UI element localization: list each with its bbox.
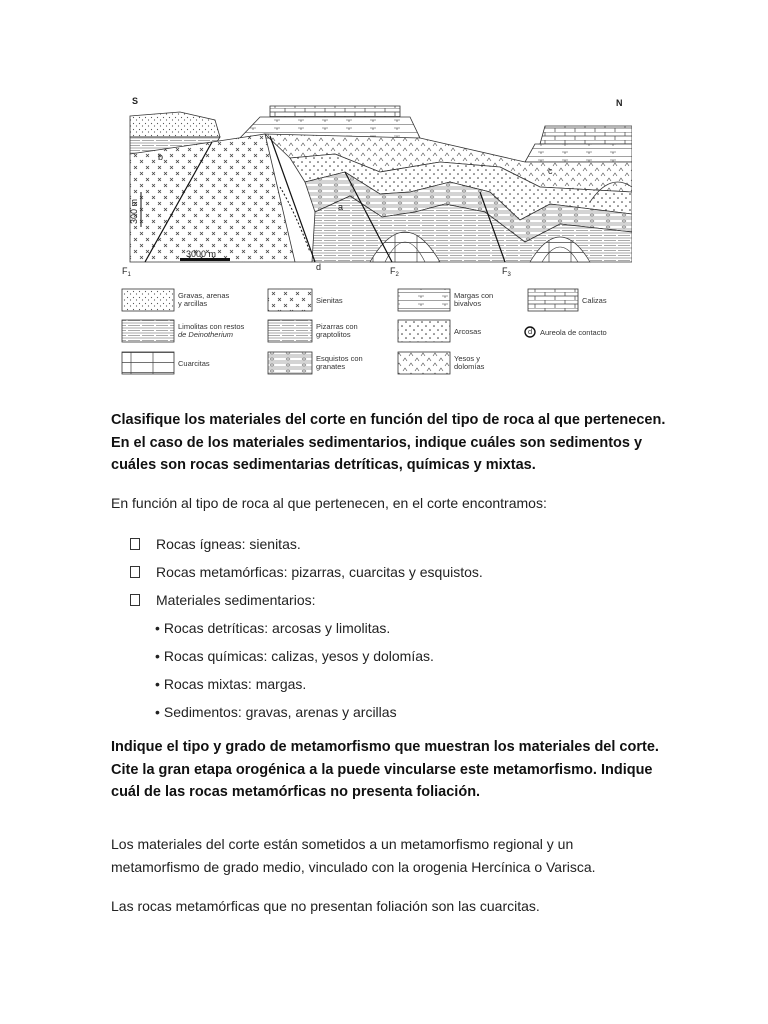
answer-1-list [130, 530, 650, 726]
checkbox-bullet-icon [130, 538, 140, 550]
legend-swatch-slate [268, 320, 312, 342]
legend-swatch-limestone [528, 289, 578, 311]
legend-schist-l2: granates [316, 362, 346, 371]
question-1-line-3: cuáles son rocas sedimentarias detríticas, químicas y mixtas. [111, 457, 536, 473]
answer-1-intro: En función al tipo de roca al que pertenecen, en el corte encontramos: [111, 495, 547, 511]
legend-quartzite: Cuarcitas [178, 359, 210, 368]
checkbox-bullet-icon [130, 566, 140, 578]
legend-swatch-gypsum [398, 352, 450, 374]
list-item: Rocas metamórficas: pizarras, cuarcitas y esquistos. [130, 558, 650, 586]
horizontal-scale-label: 3000 m [186, 249, 217, 259]
legend-syenite: Sienitas [316, 296, 343, 305]
question-2-line-3: cuál de las rocas metamórficas no presenta foliación. [111, 784, 481, 800]
bullet-icon: • [155, 676, 160, 692]
bullet-icon: • [155, 648, 160, 664]
legend-swatch-gravel [122, 289, 174, 311]
legend-swatch-schist [268, 352, 312, 374]
list-item: Rocas ígneas: sienitas. [130, 530, 650, 558]
legend-schist-l1: Esquistos con [316, 354, 363, 363]
compass-north-label: N [616, 98, 623, 108]
list-subitem: • Rocas mixtas: margas. [155, 676, 307, 692]
svg-text:d: d [528, 327, 533, 336]
legend-aureole: Aureola de contacto [540, 328, 607, 337]
fault-f2-label: $F_2$ [390, 266, 399, 278]
legend-gravel-l2: y arcillas [178, 299, 208, 308]
legend-gypsum-l2: dolomías [454, 362, 485, 371]
legend-slate-l2: graptolitos [316, 330, 351, 339]
legend-marl-l2: bivalvos [454, 299, 482, 308]
label-c: c [548, 166, 553, 176]
question-2 [111, 736, 671, 804]
list-subitem: • Sedimentos: gravas, arenas y arcillas [155, 704, 397, 720]
list-subitem: • Rocas detríticas: arcosas y limolitas. [155, 620, 391, 636]
list-item: Materiales sedimentarios: [130, 586, 650, 614]
answer-2-foliation: Las rocas metamórficas que no presentan foliación son las cuarcitas. [111, 898, 540, 914]
legend-slate-l1: Pizarras con [316, 322, 358, 331]
question-1 [111, 409, 671, 477]
legend-swatch-limolite [122, 320, 174, 342]
legend-swatch-quartzite [122, 352, 174, 374]
label-d: d [316, 262, 322, 272]
list-subitem: • Rocas químicas: calizas, yesos y dolomías. [155, 648, 434, 664]
legend-limestone: Calizas [582, 296, 607, 305]
legend-gravel-l1: Gravas, arenas [178, 291, 230, 300]
checkbox-bullet-icon [130, 594, 140, 606]
legend-swatch-marl [398, 289, 450, 311]
vertical-scale-label: 300 m [129, 198, 139, 224]
fault-f3-label: $F_3$ [502, 266, 511, 278]
legend-limolite-l1: Limolitas con restos [178, 322, 245, 331]
bullet-icon: • [155, 620, 160, 636]
legend-arkose: Arcosas [454, 327, 482, 336]
bullet-icon: • [155, 704, 160, 720]
question-2-line-2: Cite la gran etapa orogénica a la puede vincularse este metamorfismo. Indique [111, 761, 653, 778]
legend-swatch-syenite [268, 289, 312, 311]
answer-2-line-1: Los materiales del corte están sometidos a un metamorfismo regional y un [111, 836, 574, 852]
question-2-line-1: Indique el tipo y grado de metamorfismo que muestran los materiales del corte. [111, 739, 659, 755]
legend-swatch-arkose [398, 320, 450, 342]
compass-south-label: S [132, 96, 139, 106]
question-1-line-2: En el caso de los materiales sedimentarios, indique cuáles son sedimentos y [111, 434, 643, 451]
fault-f1-label: $F_1$ [122, 266, 131, 278]
legend-limolite-l2: de Deinotherium [178, 330, 234, 339]
legend [122, 289, 607, 374]
legend-marl-l1: Margas con [454, 291, 494, 300]
label-a: a [338, 202, 344, 212]
answer-2-paragraph [111, 833, 671, 878]
label-b: b [158, 152, 164, 162]
geologic-cross-section-figure [120, 92, 632, 388]
cross-section [130, 106, 632, 262]
answer-2-line-2: metamorfismo de grado medio, vinculado con la orogenia Hercínica o Varisca. [111, 858, 596, 875]
question-1-line-1: Clasifique los materiales del corte en función del tipo de roca al que pertenecen. [111, 412, 666, 428]
legend-gypsum-l1: Yesos y [454, 354, 480, 363]
